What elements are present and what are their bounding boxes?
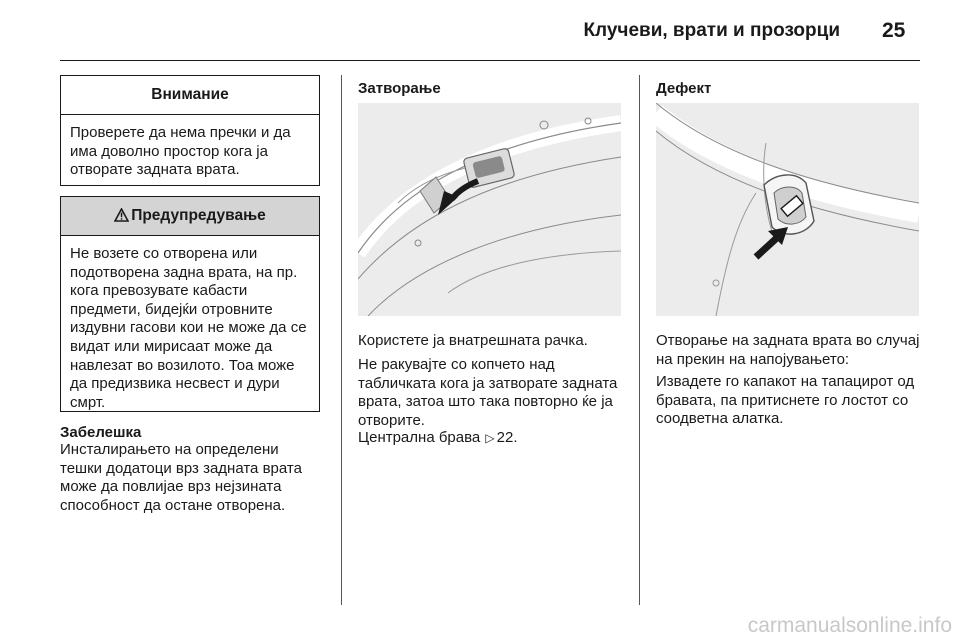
closing-para-3-text: Централна брава bbox=[358, 429, 481, 446]
fault-figure bbox=[656, 103, 919, 316]
header-rule bbox=[60, 60, 920, 61]
column-divider-left bbox=[341, 75, 342, 605]
closing-para-3-ref[interactable]: 22. bbox=[496, 429, 518, 446]
notice-box-text: Проверете да нема пречки и да има доволно простор кога ја отворате задната врата. bbox=[70, 124, 291, 179]
notice-box-title: Внимание bbox=[61, 76, 319, 115]
closing-figure bbox=[358, 103, 621, 316]
closing-para-2: Не ракувајте со копчето над табличката кога ја затворате задната врата, затоа што така повторно ќе ја отворите. bbox=[358, 356, 618, 429]
note-text: Инсталирањето на определени тешки додатоци врз задната врата може да повлијае врз нејзината способност да остане отворена. bbox=[60, 441, 302, 514]
fault-title: Дефект bbox=[656, 80, 712, 97]
warning-box bbox=[60, 196, 320, 412]
watermark: carmanualsonline.info bbox=[747, 614, 952, 637]
closing-title: Затворање bbox=[358, 80, 441, 97]
fault-para-2: Извадете го капакот на тапацирот од бравата, па притиснете го лостот со соодветна алатка. bbox=[656, 373, 915, 428]
warning-box-title: Предупредување bbox=[131, 207, 266, 224]
page-reference-icon: ▷ bbox=[485, 431, 495, 445]
warning-box-text: Не возете со отворена или подотворена задна врата, на пр. кога превозувате кабасти предмети, бидејќи отровните издувни гасови кои не може да се видат или мирисаат може да навлезат во возилото. Тоа може да предизвика несвест и дури смрт. bbox=[70, 245, 307, 411]
closing-para-3 bbox=[358, 429, 620, 448]
column-divider-right bbox=[639, 75, 640, 605]
warning-triangle-icon bbox=[114, 199, 129, 237]
page-header-title: Клучеви, врати и прозорци bbox=[583, 20, 840, 41]
warning-box-header bbox=[61, 197, 319, 236]
closing-para-1: Користете ја внатрешната рачка. bbox=[358, 332, 588, 349]
page-number: 25 bbox=[882, 19, 906, 42]
fault-para-1: Отворање на задната врата во случај на прекин на напојувањето: bbox=[656, 332, 920, 368]
notice-box bbox=[60, 75, 320, 186]
note-title: Забелешка bbox=[60, 424, 142, 441]
